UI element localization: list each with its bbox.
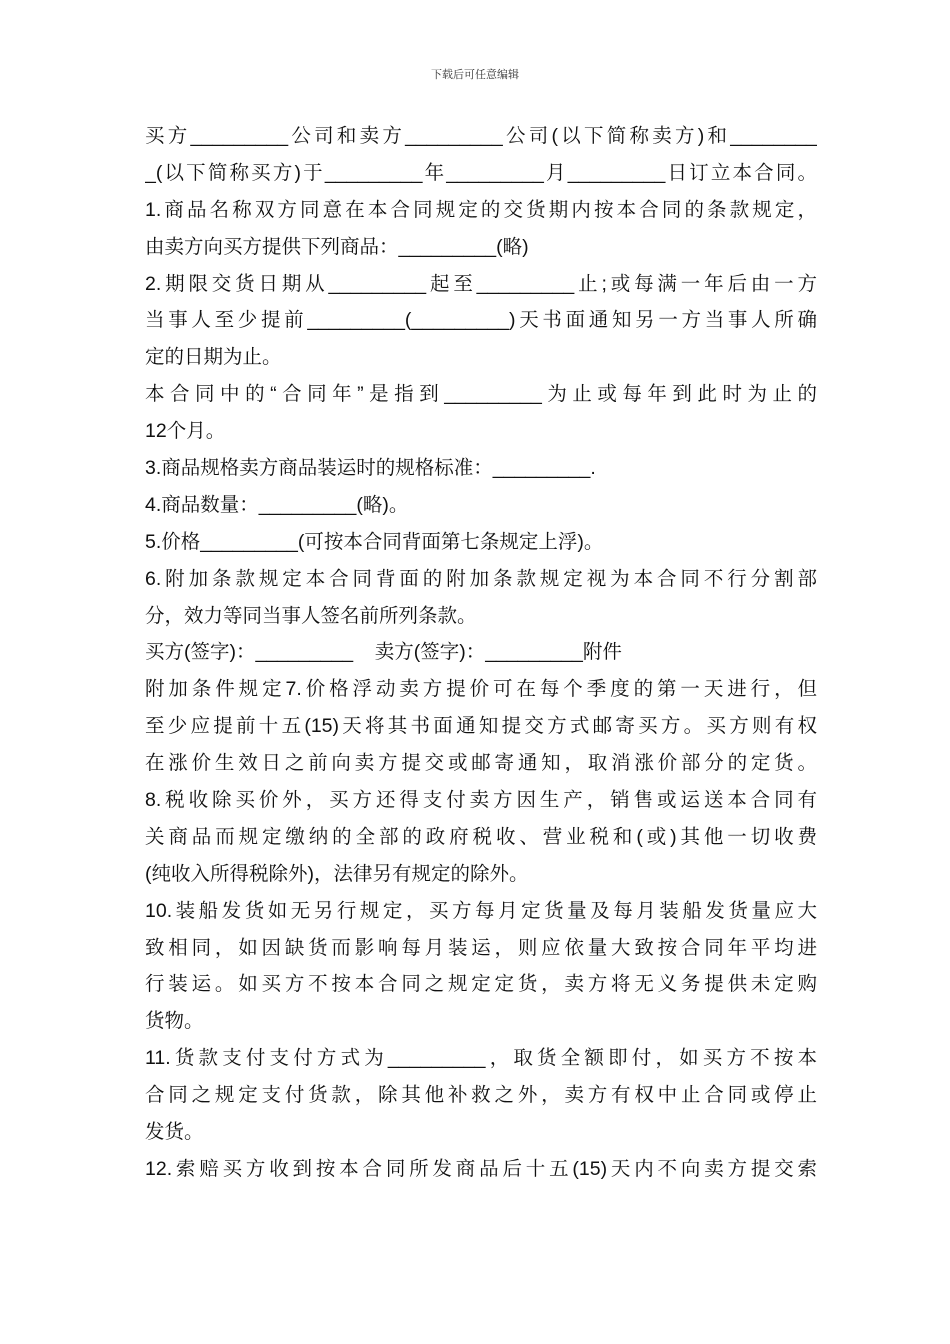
text-line: 在涨价生效日之前向卖方提交或邮寄通知，取消涨价部分的定货。 <box>145 752 817 775</box>
text-line: 本合同中的“合同年”是指到_________为止或每年到此时为止的 <box>145 383 817 406</box>
text-line: 关商品而规定缴纳的全部的政府税收、营业税和(或)其他一切收费 <box>145 825 817 848</box>
text-line: 6.附加条款规定本合同背面的附加条款规定视为本合同不行分割部 <box>145 567 817 590</box>
text-line: (纯收入所得税除外)，法律另有规定的除外。 <box>145 862 529 885</box>
text-line: 货物。 <box>145 1010 204 1033</box>
text-line: 买方(签字)：_________ 卖方(签字)：_________附件 <box>145 641 622 664</box>
text-line: 定的日期为止。 <box>145 346 282 369</box>
text-line: 1.商品名称双方同意在本合同规定的交货期内按本合同的条款规定， <box>145 198 817 221</box>
text-line: 12个月。 <box>145 420 226 443</box>
text-line: 2.期限交货日期从_________起至_________止;或每满一年后由一方 <box>145 272 817 295</box>
text-line: 3.商品规格卖方商品装运时的规格标准：_________. <box>145 457 596 480</box>
text-line: 附加条件规定7.价格浮动卖方提价可在每个季度的第一天进行，但 <box>145 678 817 701</box>
text-line: 发货。 <box>145 1121 204 1144</box>
text-line: 行装运。如买方不按本合同之规定定货，卖方将无义务提供未定购 <box>145 973 817 996</box>
text-line: 致相同，如因缺货而影响每月装运，则应依量大致按合同年平均进 <box>145 936 817 959</box>
text-line: 10.装船发货如无另行规定，买方每月定货量及每月装船发货量应大 <box>145 899 817 922</box>
text-line: 4.商品数量：_________(略)。 <box>145 493 409 516</box>
text-line: 12.索赔买方收到按本合同所发商品后十五(15)天内不向卖方提交索 <box>145 1157 817 1180</box>
text-line: 5.价格_________(可按本合同背面第七条规定上浮)。 <box>145 530 604 553</box>
text-line: 8.税收除买价外，买方还得支付卖方因生产，销售或运送本合同有 <box>145 789 817 812</box>
text-line: 至少应提前十五(15)天将其书面通知提交方式邮寄买方。买方则有权 <box>145 715 817 738</box>
page-header: 下载后可任意编辑 <box>431 68 519 81</box>
text-line: 当事人至少提前_________(_________)天书面通知另一方当事人所确 <box>145 309 817 332</box>
text-line: 由卖方向买方提供下列商品：_________(略) <box>145 235 529 258</box>
text-line: 分，效力等同当事人签名前所列条款。 <box>145 604 477 627</box>
text-line: 合同之规定支付货款，除其他补救之外，卖方有权中止合同或停止 <box>145 1084 817 1107</box>
text-line: 买方_________公司和卖方_________公司(以下简称卖方)和________ <box>145 125 817 147</box>
text-line: _(以下简称买方)于_________年_________月_________日订立本合同。 <box>145 161 817 184</box>
contract-body <box>145 118 817 1188</box>
text-line: 11.货款支付支付方式为_________，取货全额即付，如买方不按本 <box>145 1047 817 1070</box>
